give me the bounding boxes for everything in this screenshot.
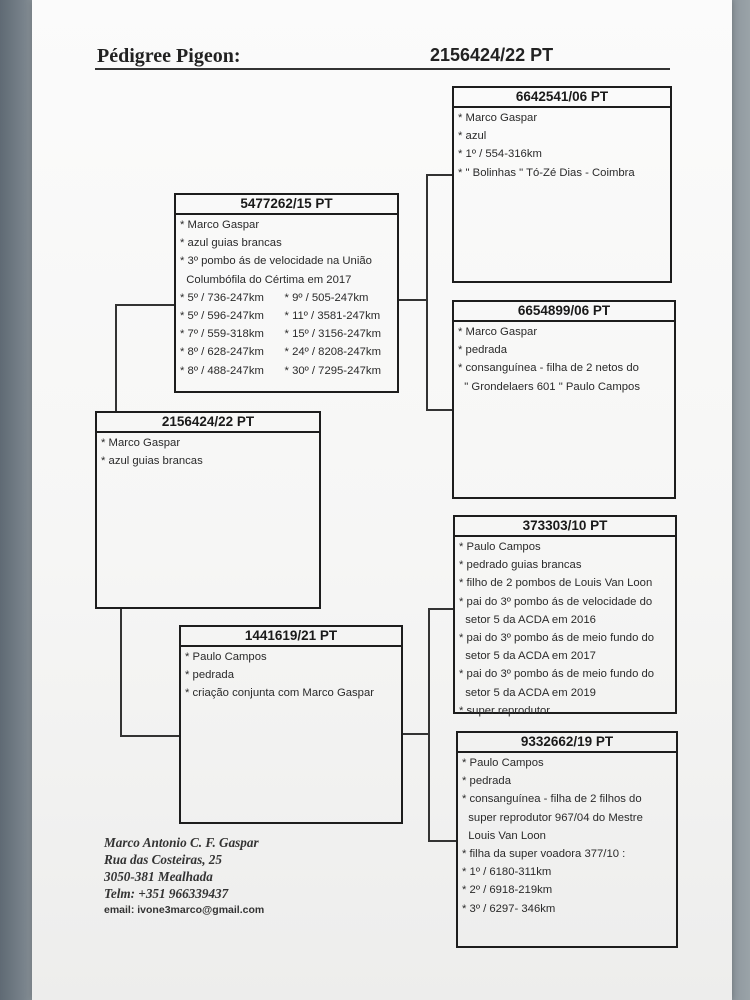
sire-detail: * azul guias brancas (180, 237, 282, 250)
sire-result: * 9º / 505-247km (284, 291, 369, 304)
subject-ring: 2156424/22 PT (97, 413, 319, 433)
dam-sire-detail: * super reprodutor (459, 704, 551, 717)
sire-dam-pigeon-card (452, 300, 676, 499)
sire-results (180, 289, 393, 380)
subject-detail: * azul guias brancas (101, 455, 203, 468)
sire-result: * 5º / 736-247km (180, 291, 264, 304)
sire-detail: * Marco Gaspar (180, 219, 260, 231)
sire-sire-ring: 6642541/06 PT (454, 88, 670, 108)
connector-line (428, 608, 454, 610)
owner-city: 3050-381 Mealhada (104, 869, 213, 884)
dam-sire-detail: * pedrado guias brancas (459, 559, 582, 572)
sire-dam-detail: * consanguínea - filha de 2 netos do (458, 362, 639, 375)
dam-dam-detail: * Paulo Campos (462, 757, 544, 769)
dam-dam-detail: * 2º / 6918-219km (462, 884, 553, 897)
dam-sire-detail: * filho de 2 pombos de Louis Van Loon (459, 577, 653, 590)
sire-dam-ring: 6654899/06 PT (454, 302, 674, 322)
dam-ring: 1441619/21 PT (181, 627, 401, 647)
sire-sire-detail: * 1º / 554-316km (458, 148, 542, 161)
connector-line (120, 735, 180, 737)
connector-line (428, 840, 456, 842)
connector-line (398, 299, 426, 301)
sire-result: * 8º / 488-247km (180, 364, 264, 377)
dam-pigeon-card (179, 625, 403, 824)
title-underline (95, 68, 670, 70)
dam-sire-detail: * Paulo Campos (459, 541, 541, 553)
sire-dam-detail: * Marco Gaspar (458, 326, 538, 338)
sire-result: * 11º / 3581-247km (284, 310, 381, 323)
sire-result: * 8º / 628-247km (180, 346, 264, 359)
dam-dam-detail: * pedrada (462, 775, 511, 788)
dam-sire-detail: setor 5 da ACDA em 2016 (459, 613, 596, 626)
dam-dam-detail: * 1º / 6180-311km (462, 866, 552, 879)
owner-name: Marco Antonio C. F. Gaspar (104, 835, 259, 850)
dam-sire-ring: 373303/10 PT (455, 517, 675, 537)
dam-detail: * criação conjunta com Marco Gaspar (185, 687, 374, 700)
dam-dam-ring: 9332662/19 PT (458, 733, 676, 753)
page-title: Pédigree Pigeon: (97, 45, 241, 67)
connector-line (426, 174, 428, 410)
owner-email: email: ivone3marco@gmail.com (104, 904, 265, 916)
subject-pigeon-card (95, 411, 321, 609)
dam-dam-detail: * consanguínea - filha de 2 filhos do (462, 793, 642, 806)
dam-sire-detail: * pai do 3º pombo ás de meio fundo do (459, 668, 655, 681)
sire-pigeon-card (174, 193, 399, 393)
sire-sire-detail: * " Bolinhas " Tó-Zé Dias - Coimbra (458, 166, 635, 179)
dam-sire-detail: * pai do 3º pombo ás de velocidade do (459, 595, 653, 608)
dam-dam-detail: * filha da super voadora 377/10 : (462, 848, 626, 861)
subject-ring-heading: 2156424/22 PT (430, 45, 554, 65)
sire-result: * 24º / 8208-247km (284, 346, 381, 359)
dam-sire-detail: setor 5 da ACDA em 2017 (459, 650, 596, 663)
connector-line (115, 304, 175, 306)
dam-sire-detail: * pai do 3º pombo ás de meio fundo do (459, 632, 655, 645)
subject-detail: * Marco Gaspar (101, 437, 181, 449)
connector-line (428, 608, 430, 841)
connector-line (426, 174, 453, 176)
sire-sire-pigeon-card (452, 86, 672, 283)
sire-detail: Columbófila do Cértima em 2017 (180, 273, 352, 286)
sire-sire-detail: * Marco Gaspar (458, 112, 538, 124)
dam-sire-pigeon-card (453, 515, 677, 717)
connector-line (115, 304, 117, 412)
connector-line (402, 733, 428, 735)
dam-dam-detail: super reprodutor 967/04 do Mestre (462, 811, 643, 824)
dam-detail: * Paulo Campos (185, 651, 267, 663)
dam-dam-detail: Louis Van Loon (462, 829, 546, 842)
owner-phone: Telm: +351 966339437 (104, 886, 229, 901)
dam-dam-detail: * 3º / 6297- 346km (462, 902, 556, 915)
owner-street: Rua das Costeiras, 25 (104, 852, 222, 867)
sire-result: * 5º / 596-247km (180, 310, 264, 323)
dam-detail: * pedrada (185, 669, 234, 682)
sire-result: * 15º / 3156-247km (284, 328, 381, 341)
sire-result: * 30º / 7295-247km (284, 364, 381, 377)
sire-sire-detail: * azul (458, 130, 487, 143)
connector-line (426, 409, 453, 411)
dam-dam-pigeon-card (456, 731, 678, 948)
sire-ring: 5477262/15 PT (176, 195, 397, 215)
owner-contact (104, 834, 264, 919)
sire-dam-detail: " Grondelaers 601 " Paulo Campos (458, 380, 640, 393)
dam-sire-detail: setor 5 da ACDA em 2019 (459, 686, 596, 699)
connector-line (120, 609, 122, 736)
sire-detail: * 3º pombo ás de velocidade na União (180, 255, 372, 268)
sire-dam-detail: * pedrada (458, 344, 507, 357)
sire-result: * 7º / 559-318km (180, 328, 264, 341)
